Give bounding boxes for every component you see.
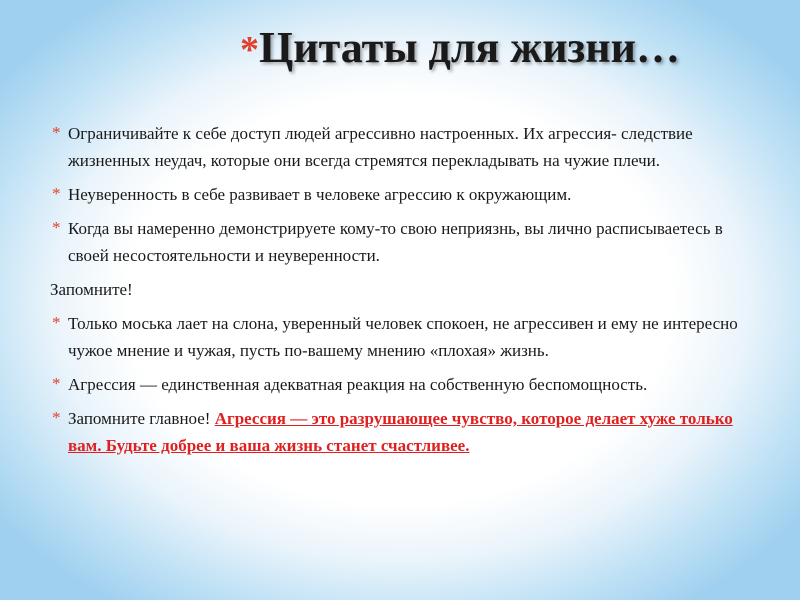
list-item-text: Неуверенность в себе развивает в человеке агрессию к окружающим. (68, 185, 572, 204)
list-item (50, 120, 755, 174)
bullet-star-icon: * (52, 374, 61, 393)
list-item (50, 310, 755, 364)
slide-title (240, 18, 680, 78)
remember-label: Запомните! (50, 280, 133, 299)
final-emphasis-text: Агрессия — это разрушающее чувство, которое делает хуже только вам. Будьте добрее и ваша жизнь станет счастливее. (68, 409, 733, 455)
content-body (50, 120, 755, 466)
title-star-icon: * (240, 29, 259, 71)
bullet-star-icon: * (52, 408, 61, 427)
bullet-star-icon: * (52, 184, 61, 203)
final-prefix-text: Запомните главное! (68, 409, 215, 428)
list-item-text: Только моська лает на слона, уверенный человек спокоен, не агрессивен и ему не интересно чужое мнение и чужая, пусть по-вашему мнению «плохая» жизнь. (68, 314, 738, 360)
list-item (50, 215, 755, 269)
list-item (50, 181, 755, 208)
final-list-item (50, 405, 755, 459)
bullet-star-icon: * (52, 123, 61, 142)
bullet-star-icon: * (52, 218, 61, 237)
title-text: Цитаты для жизни… (259, 23, 680, 72)
list-item-text: Агрессия — единственная адекватная реакция на собственную беспомощность. (68, 375, 648, 394)
list-item-text: Ограничивайте к себе доступ людей агрессивно настроенных. Их агрессия- следствие жизненных неудач, которые они всегда стремятся перекладывать на чужие плечи. (68, 124, 693, 170)
list-item (50, 371, 755, 398)
bullet-star-icon: * (52, 313, 61, 332)
list-item-text: Когда вы намеренно демонстрируете кому-то свою неприязнь, вы лично расписываетесь в своей несостоятельности и неуверенности. (68, 219, 723, 265)
